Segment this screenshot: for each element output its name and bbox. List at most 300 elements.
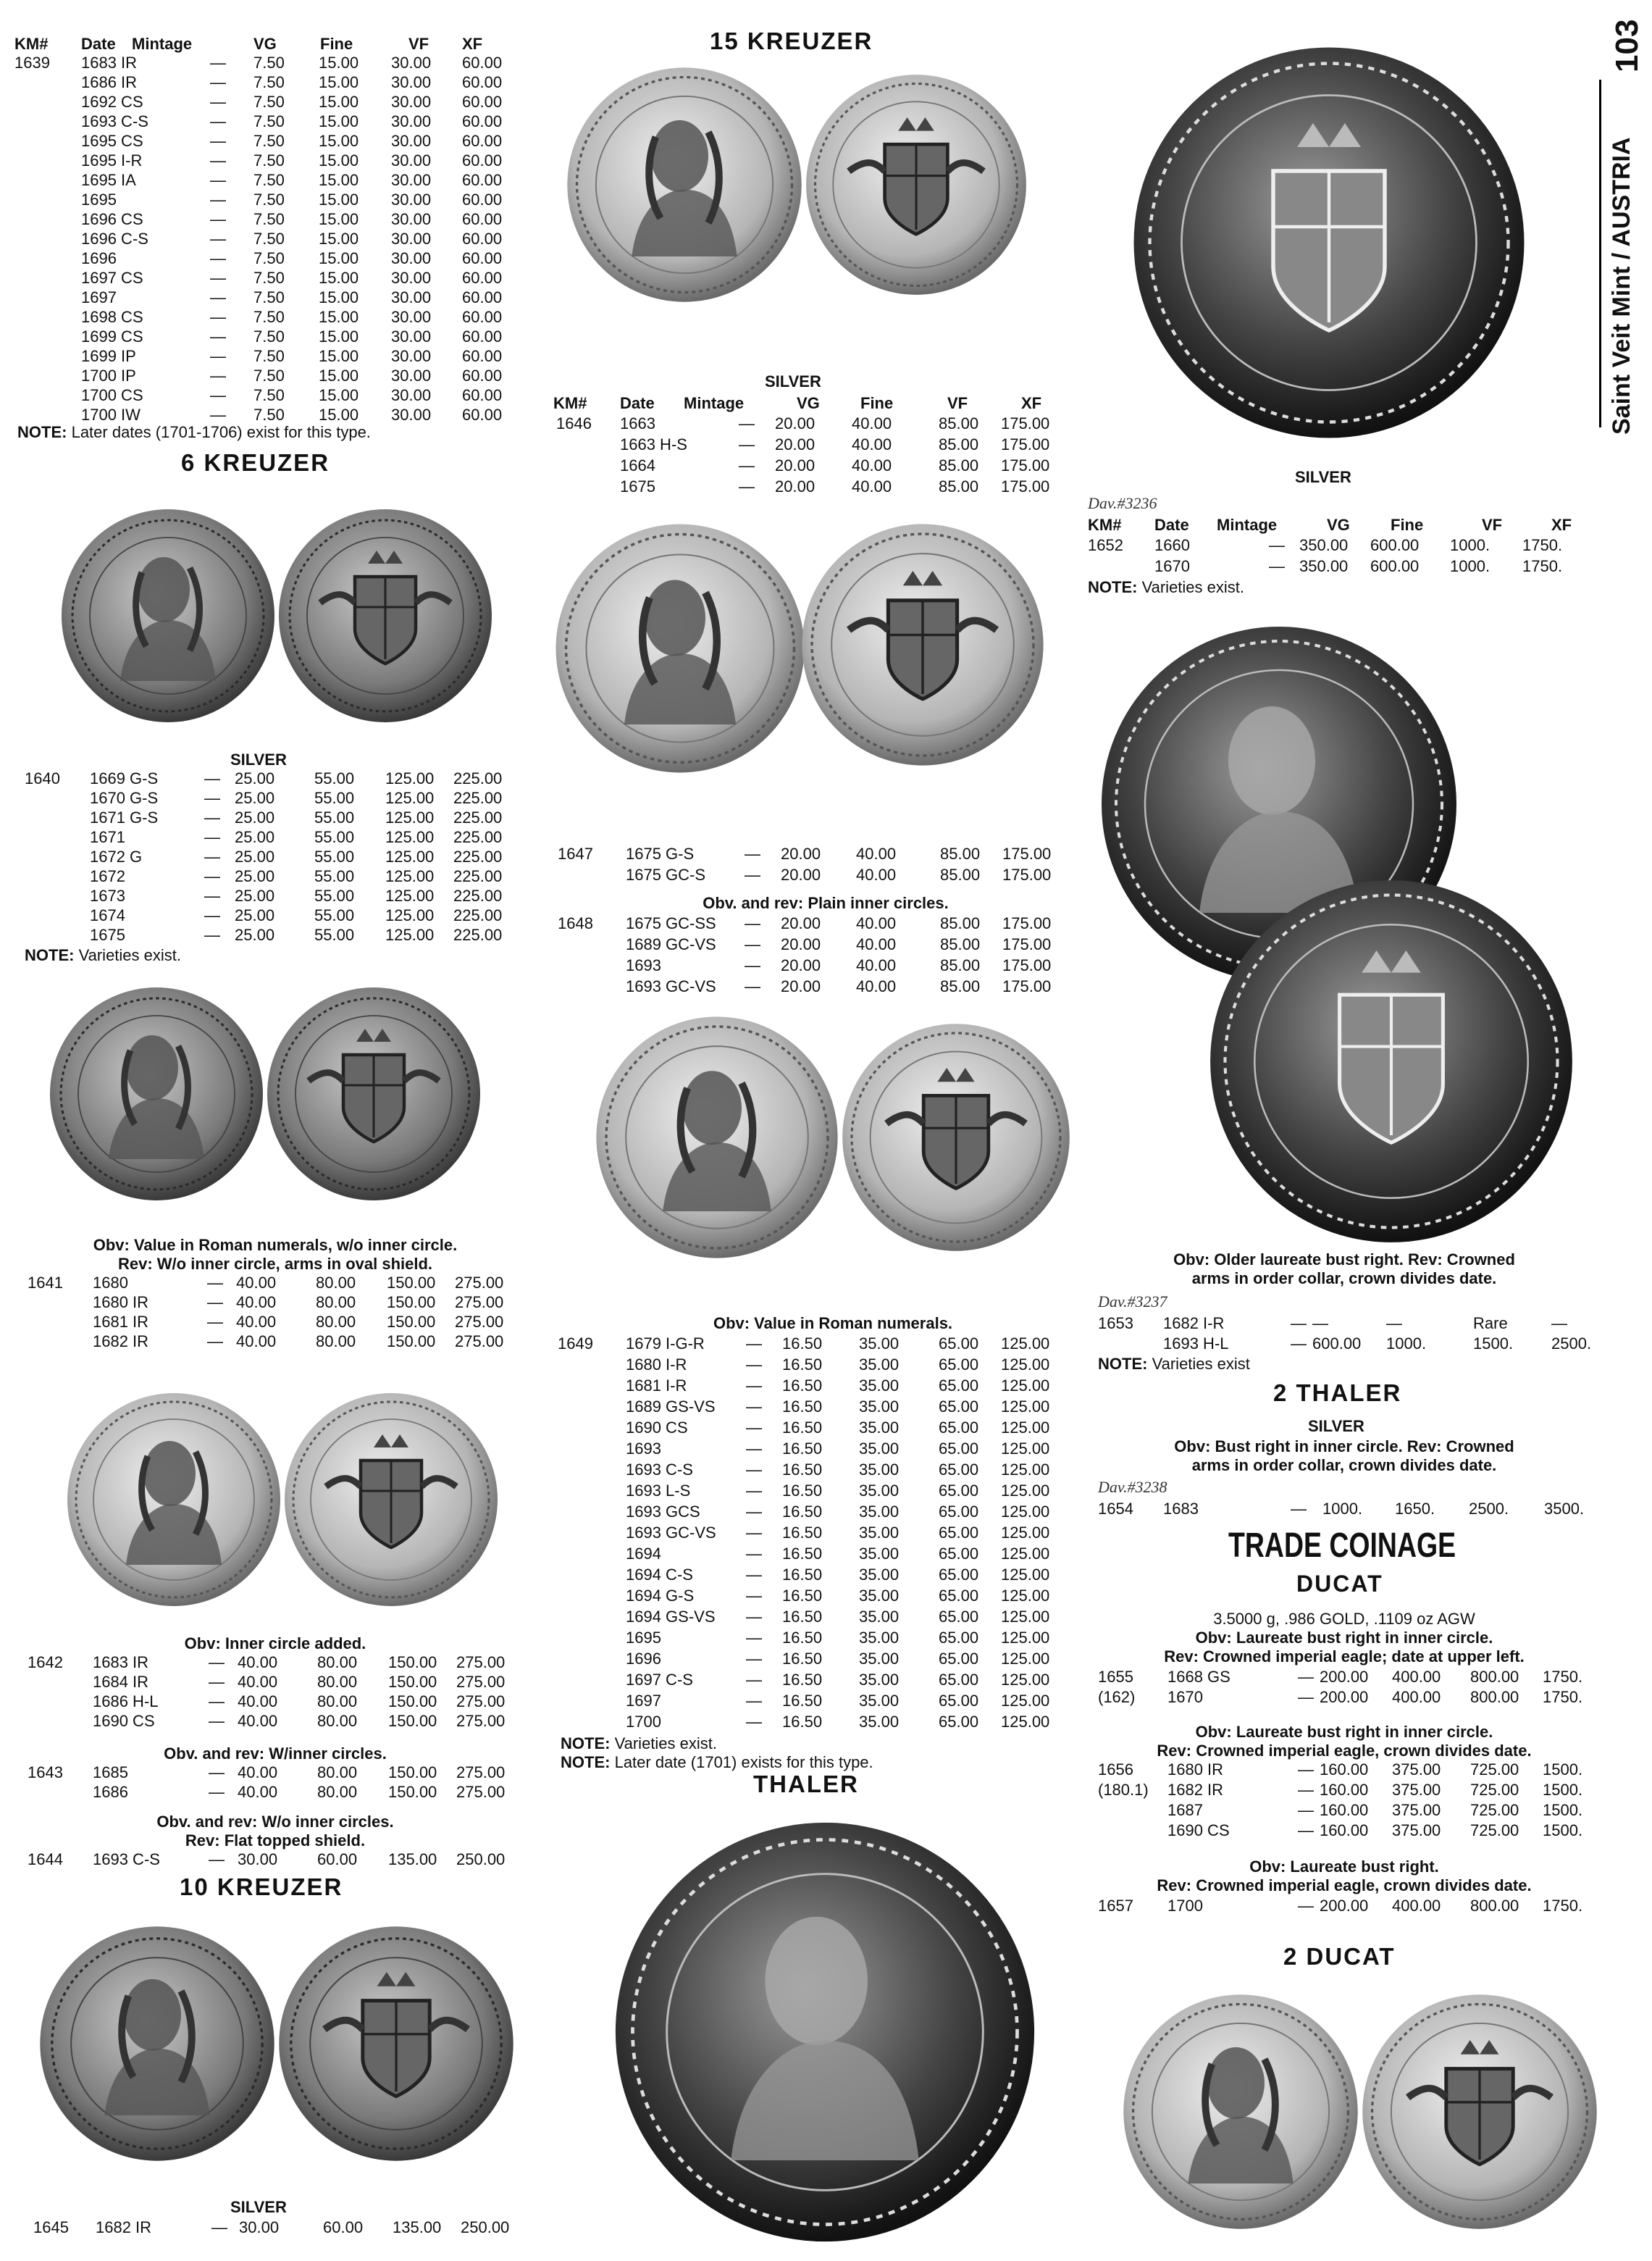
cell-vf: 65.00 xyxy=(939,1439,979,1458)
table-row xyxy=(558,845,1079,864)
cell-xf: 275.00 xyxy=(456,1763,506,1781)
page-number: 103 xyxy=(1609,19,1645,72)
cell-vf: 65.00 xyxy=(939,1397,979,1416)
coin-reverse xyxy=(1130,43,1528,442)
table-row xyxy=(28,1653,549,1672)
cell-xf: 60.00 xyxy=(462,210,503,228)
cell-mintage: — xyxy=(1291,1314,1307,1332)
cell-vf: 125.00 xyxy=(385,887,435,905)
cell-fine: 40.00 xyxy=(856,845,897,863)
cell-vg: 7.50 xyxy=(253,308,285,326)
cell-vf: 135.00 xyxy=(388,1850,437,1868)
km-number: 1640 xyxy=(25,769,60,787)
cell-vf: 85.00 xyxy=(939,456,979,475)
cell-date: 1681 IR xyxy=(93,1313,149,1331)
cell-vg: 16.50 xyxy=(782,1481,823,1500)
cell-date: 1672 G xyxy=(90,848,143,866)
km-number: 1648 xyxy=(558,914,593,932)
cell-vg: 7.50 xyxy=(253,210,285,228)
note-text: Varieties exist xyxy=(1152,1355,1250,1373)
cell-vf: 85.00 xyxy=(939,435,979,454)
coin-image-15-kreuzer-2 xyxy=(553,514,1046,775)
section-title-trade-coinage: TRADE COINAGE xyxy=(1228,1526,1456,1565)
cell-fine: 35.00 xyxy=(859,1650,900,1668)
cell-vf: 800.00 xyxy=(1470,1897,1519,1915)
cell-fine: 60.00 xyxy=(317,1850,358,1868)
cell-mintage: — xyxy=(746,1566,762,1584)
cell-fine: 60.00 xyxy=(323,2218,364,2236)
cell-vf: 30.00 xyxy=(391,191,432,209)
cell-mintage: — xyxy=(210,191,226,209)
cell-xf: 225.00 xyxy=(453,848,503,866)
cell-mintage: — xyxy=(746,1503,762,1521)
cell-vf: 150.00 xyxy=(388,1712,437,1730)
coin-image-thaler-reverse xyxy=(1130,43,1564,449)
cell-fine: 15.00 xyxy=(319,308,359,326)
cell-mintage: — xyxy=(210,347,226,365)
note-label: NOTE: xyxy=(561,1734,611,1752)
cell-fine: 80.00 xyxy=(316,1313,356,1331)
cell-date: 1660 xyxy=(1154,536,1190,554)
cell-date: 1698 CS xyxy=(81,308,143,326)
table-row xyxy=(558,1418,1079,1437)
coin-image-thaler xyxy=(611,1818,1046,2260)
cell-mintage: — xyxy=(745,914,760,932)
cell-mintage: — xyxy=(210,386,226,404)
cell-xf: 125.00 xyxy=(1001,1334,1050,1353)
cell-xf: 60.00 xyxy=(462,386,503,404)
note-text: Varieties exist. xyxy=(78,946,181,964)
cell-date: 1696 C-S xyxy=(81,230,148,248)
cell-mintage: — xyxy=(745,956,760,974)
cell-date: 1683 IR xyxy=(81,54,138,72)
cell-fine: 15.00 xyxy=(319,93,359,111)
cell-mintage: — xyxy=(210,73,226,91)
km-number: 1642 xyxy=(28,1653,63,1671)
cell-vg: 16.50 xyxy=(782,1376,823,1395)
cell-date: 1684 IR xyxy=(93,1673,149,1691)
cell-mintage: — xyxy=(210,406,226,424)
cell-vf: 85.00 xyxy=(940,935,981,953)
cell-vg: 40.00 xyxy=(238,1763,278,1781)
cell-vf: 65.00 xyxy=(939,1650,979,1668)
cell-date: 1693 C-S xyxy=(626,1460,693,1479)
cell-xf: 175.00 xyxy=(1002,845,1052,863)
cell-date: 1693 C-S xyxy=(93,1850,160,1868)
table-row xyxy=(556,435,1078,454)
cell-mintage: — xyxy=(746,1481,762,1500)
cell-xf: 225.00 xyxy=(453,789,503,807)
cell-fine: 80.00 xyxy=(317,1783,358,1801)
cell-date: 1682 IR xyxy=(96,2218,152,2236)
cell-xf: 1750. xyxy=(1543,1897,1583,1915)
cell-xf: 125.00 xyxy=(1001,1650,1050,1668)
cell-fine: 40.00 xyxy=(856,956,897,974)
cell-vf: 30.00 xyxy=(391,386,432,404)
note-label: NOTE: xyxy=(17,423,67,441)
coin-reverse xyxy=(1207,877,1576,1246)
cell-date: 1682 IR xyxy=(93,1332,149,1350)
cell-vf: 125.00 xyxy=(385,808,435,827)
description: Obv: Older laureate bust right. Rev: Crowned xyxy=(1173,1250,1515,1269)
cell-fine: 35.00 xyxy=(859,1692,900,1710)
cell-fine: 375.00 xyxy=(1392,1801,1441,1819)
cell-mintage: — xyxy=(210,54,226,72)
cell-fine: 35.00 xyxy=(859,1397,900,1416)
cell-vf: 85.00 xyxy=(939,414,979,432)
coin-reverse xyxy=(282,1391,500,1608)
cell-vg: 20.00 xyxy=(775,456,815,475)
table-row xyxy=(25,906,546,925)
cell-mintage: — xyxy=(746,1376,762,1395)
metal-label: SILVER xyxy=(765,372,821,390)
table-row xyxy=(14,308,536,327)
cell-vf: Rare xyxy=(1473,1314,1508,1332)
table-row xyxy=(558,1503,1079,1521)
header-xf: XF xyxy=(1021,394,1042,412)
cell-vg: 7.50 xyxy=(253,288,285,306)
header-fine: Fine xyxy=(860,394,894,412)
cell-vg: 16.50 xyxy=(782,1650,823,1668)
cell-fine: 35.00 xyxy=(859,1671,900,1689)
cell-mintage: — xyxy=(1269,557,1285,575)
cell-xf: 125.00 xyxy=(1001,1503,1050,1521)
cell-vf: 30.00 xyxy=(391,73,432,91)
table-row xyxy=(28,1332,549,1351)
table-row xyxy=(14,210,536,229)
cell-date: 1680 xyxy=(93,1274,128,1292)
cell-vf: 65.00 xyxy=(939,1566,979,1584)
cell-xf: 1750. xyxy=(1522,536,1563,554)
cell-date: 1686 H-L xyxy=(93,1692,159,1710)
cell-vf: 2500. xyxy=(1469,1500,1509,1518)
cell-date: 1673 xyxy=(90,887,125,905)
cell-vg: 7.50 xyxy=(253,73,285,91)
cell-fine: 35.00 xyxy=(859,1587,900,1605)
description: Obv: Laureate bust right in inner circle. xyxy=(1195,1723,1493,1741)
coin-image-2-ducat xyxy=(1121,1992,1599,2239)
cell-mintage: — xyxy=(204,867,220,885)
cell-vf: 65.00 xyxy=(939,1713,979,1731)
cell-xf: 125.00 xyxy=(1001,1418,1050,1437)
cell-fine: — xyxy=(1386,1314,1402,1332)
cell-xf: 125.00 xyxy=(1001,1629,1050,1647)
cell-mintage: — xyxy=(207,1293,223,1311)
table-row xyxy=(33,2218,555,2237)
cell-mintage: — xyxy=(1291,1500,1307,1518)
cell-vg: 25.00 xyxy=(235,867,275,885)
cell-vf: 125.00 xyxy=(385,926,435,944)
table-row xyxy=(14,73,536,92)
cell-fine: 35.00 xyxy=(859,1503,900,1521)
cell-mintage: — xyxy=(746,1524,762,1542)
cell-xf: 125.00 xyxy=(1001,1524,1050,1542)
cell-mintage: — xyxy=(210,269,226,287)
cell-vg: 7.50 xyxy=(253,151,285,170)
cell-xf: 275.00 xyxy=(456,1712,506,1730)
coin-image-15-kreuzer xyxy=(565,65,1028,312)
cell-mintage: — xyxy=(746,1671,762,1689)
cell-vf: 30.00 xyxy=(391,132,432,150)
cell-xf: — xyxy=(1551,1314,1567,1332)
cell-date: 1675 GC-S xyxy=(626,866,706,884)
cell-vg: 16.50 xyxy=(782,1334,823,1353)
cell-mintage: — xyxy=(746,1713,762,1731)
cell-mintage: — xyxy=(746,1545,762,1563)
table-row xyxy=(558,914,1079,933)
cell-fine: 40.00 xyxy=(852,414,892,432)
cell-mintage: — xyxy=(210,151,226,170)
cell-mintage: — xyxy=(210,171,226,189)
cell-vg: 16.50 xyxy=(782,1397,823,1416)
cell-vf: 800.00 xyxy=(1470,1668,1519,1686)
cell-fine: 1000. xyxy=(1386,1334,1427,1353)
cell-mintage: — xyxy=(746,1608,762,1626)
cell-vg: 350.00 xyxy=(1299,557,1349,575)
cell-mintage: — xyxy=(1298,1760,1314,1779)
cell-mintage: — xyxy=(739,477,755,496)
table-row xyxy=(1098,1821,1619,1840)
specification: 3.5000 g, .986 GOLD, .1109 oz AGW xyxy=(1213,1610,1475,1628)
cell-vg: 40.00 xyxy=(238,1692,278,1710)
table-row xyxy=(25,867,546,886)
table-row xyxy=(1088,557,1609,576)
cell-mintage: — xyxy=(210,230,226,248)
cell-xf: 60.00 xyxy=(462,93,503,111)
table-row xyxy=(558,1671,1079,1689)
cell-xf: 175.00 xyxy=(1001,477,1050,496)
coin-obverse xyxy=(594,1014,840,1261)
cell-mintage: — xyxy=(207,1313,223,1331)
description: arms in order collar, crown divides date. xyxy=(1191,1269,1497,1287)
cell-fine: 15.00 xyxy=(319,112,359,130)
cell-vf: 125.00 xyxy=(385,867,435,885)
cell-date: 1695 xyxy=(626,1629,661,1647)
table-row xyxy=(28,1313,549,1332)
table-row xyxy=(28,1673,549,1692)
cell-xf: 275.00 xyxy=(455,1293,504,1311)
cell-xf: 1750. xyxy=(1543,1668,1583,1686)
table-row xyxy=(14,54,536,72)
section-title-10-kreuzer: 10 KREUZER xyxy=(180,1873,343,1900)
cell-date: 1669 G-S xyxy=(90,769,159,787)
cell-xf: 175.00 xyxy=(1002,866,1052,884)
dav-reference: Dav.#3238 xyxy=(1098,1478,1167,1496)
header-fine: Fine xyxy=(1391,516,1424,534)
cell-vf: 65.00 xyxy=(939,1629,979,1647)
cell-vf: 150.00 xyxy=(387,1332,436,1350)
cell-vf: 150.00 xyxy=(387,1274,436,1292)
cell-vf: 30.00 xyxy=(391,347,432,365)
cell-vf: 725.00 xyxy=(1470,1781,1519,1799)
cell-xf: 125.00 xyxy=(1001,1376,1050,1395)
table-row xyxy=(14,249,536,268)
cell-vg: 160.00 xyxy=(1320,1821,1369,1839)
cell-xf: 175.00 xyxy=(1002,956,1052,974)
km-number: 1655 xyxy=(1098,1668,1133,1686)
running-title: Saint Veit Mint / AUSTRIA xyxy=(1608,137,1635,435)
table-row xyxy=(558,1713,1079,1731)
cell-vf: 30.00 xyxy=(391,269,432,287)
cell-vf: 30.00 xyxy=(391,367,432,385)
table-header xyxy=(14,35,521,54)
cell-vg: 7.50 xyxy=(253,327,285,346)
cell-xf: 225.00 xyxy=(453,906,503,924)
cell-date: 1695 CS xyxy=(81,132,143,150)
table-row xyxy=(14,112,536,131)
table-row xyxy=(558,977,1079,996)
cell-date: 1693 H-L xyxy=(1163,1334,1229,1353)
section-title-thaler: THALER xyxy=(753,1771,859,1797)
cell-vf: 65.00 xyxy=(939,1418,979,1437)
cell-xf: 60.00 xyxy=(462,406,503,424)
coin-obverse xyxy=(65,1391,282,1608)
cell-date: 1675 GC-SS xyxy=(626,914,716,932)
cell-date: 1670 G-S xyxy=(90,789,159,807)
table-row xyxy=(558,866,1079,885)
cell-fine: 80.00 xyxy=(316,1293,356,1311)
cell-vf: 30.00 xyxy=(391,406,432,424)
cell-xf: 275.00 xyxy=(456,1653,506,1671)
description: Rev: Crowned imperial eagle, crown divides date. xyxy=(1157,1876,1532,1894)
cell-date: 1700 CS xyxy=(81,386,143,404)
cell-mintage: — xyxy=(1298,1688,1314,1706)
cell-fine: 80.00 xyxy=(316,1274,356,1292)
cell-mintage: — xyxy=(746,1334,762,1353)
cell-fine: 40.00 xyxy=(852,435,892,454)
cell-mintage: — xyxy=(211,2218,227,2236)
cell-vg: 20.00 xyxy=(775,414,815,432)
header-km: KM# xyxy=(14,35,49,53)
cell-vg: 20.00 xyxy=(781,956,821,974)
cell-xf: 60.00 xyxy=(462,151,503,170)
cell-xf: 1500. xyxy=(1543,1801,1583,1819)
metal-label: SILVER xyxy=(1295,468,1351,486)
cell-vg: 16.50 xyxy=(782,1418,823,1437)
cell-fine: 80.00 xyxy=(317,1673,358,1691)
cell-fine: 15.00 xyxy=(319,151,359,170)
cell-xf: 60.00 xyxy=(462,54,503,72)
cell-vg: 40.00 xyxy=(238,1712,278,1730)
coin-image-6-kreuzer xyxy=(59,500,494,732)
cell-vf: 30.00 xyxy=(391,308,432,326)
cell-vg: 40.00 xyxy=(238,1783,278,1801)
cell-mintage: — xyxy=(209,1653,225,1671)
coin-reverse xyxy=(1360,1992,1599,2231)
cell-mintage: — xyxy=(209,1783,225,1801)
coin-obverse xyxy=(59,507,277,724)
km-alt-number: (180.1) xyxy=(1098,1781,1149,1799)
cell-mintage: — xyxy=(746,1418,762,1437)
cell-vf: 65.00 xyxy=(939,1692,979,1710)
cell-mintage: — xyxy=(204,887,220,905)
cell-vg: 160.00 xyxy=(1320,1760,1369,1779)
header-vg: VG xyxy=(253,35,277,53)
table-row xyxy=(25,808,546,827)
cell-mintage: — xyxy=(210,249,226,267)
cell-xf: 125.00 xyxy=(1001,1671,1050,1689)
table-row xyxy=(558,1650,1079,1668)
cell-vf: 30.00 xyxy=(391,288,432,306)
cell-xf: 175.00 xyxy=(1002,914,1052,932)
cell-vg: 40.00 xyxy=(238,1673,278,1691)
table-row xyxy=(25,926,546,945)
cell-xf: 125.00 xyxy=(1001,1481,1050,1500)
table-row xyxy=(25,789,546,808)
description: Obv: Value in Roman numerals, w/o inner circle. xyxy=(93,1236,458,1254)
note xyxy=(25,946,181,965)
header-date: Date xyxy=(81,35,116,53)
table-row xyxy=(1098,1500,1619,1518)
cell-vf: 30.00 xyxy=(391,249,432,267)
header-vf: VF xyxy=(1482,516,1503,534)
cell-vf: 1000. xyxy=(1450,536,1490,554)
cell-fine: 55.00 xyxy=(314,926,355,944)
cell-date: 1670 xyxy=(1167,1688,1203,1706)
cell-vg: 7.50 xyxy=(253,249,285,267)
cell-mintage: — xyxy=(204,808,220,827)
note-label: NOTE: xyxy=(561,1753,611,1771)
cell-xf: 60.00 xyxy=(462,367,503,385)
km-number: 1649 xyxy=(558,1334,593,1353)
cell-xf: 1750. xyxy=(1543,1688,1583,1706)
cell-mintage: — xyxy=(746,1355,762,1374)
header-vf: VF xyxy=(408,35,429,53)
cell-vg: 7.50 xyxy=(253,112,285,130)
cell-vg: 25.00 xyxy=(235,906,275,924)
coin-obverse xyxy=(611,1818,1039,2246)
cell-xf: 60.00 xyxy=(462,327,503,346)
cell-fine: 35.00 xyxy=(859,1460,900,1479)
cell-mintage: — xyxy=(1269,536,1285,554)
section-title-6-kreuzer: 6 KREUZER xyxy=(181,449,330,476)
cell-vg: 16.50 xyxy=(782,1671,823,1689)
table-row xyxy=(28,1850,549,1869)
cell-mintage: — xyxy=(746,1650,762,1668)
metal-label: SILVER xyxy=(230,751,287,769)
table-row xyxy=(28,1293,549,1312)
cell-fine: 400.00 xyxy=(1392,1668,1441,1686)
cell-date: 1668 GS xyxy=(1167,1668,1230,1686)
cell-vf: 125.00 xyxy=(385,848,435,866)
cell-mintage: — xyxy=(207,1274,223,1292)
cell-fine: 15.00 xyxy=(319,73,359,91)
cell-fine: 15.00 xyxy=(319,210,359,228)
cell-date: 1680 IR xyxy=(1167,1760,1224,1779)
cell-fine: 15.00 xyxy=(319,132,359,150)
cell-date: 1696 xyxy=(626,1650,661,1668)
cell-date: 1685 xyxy=(93,1763,128,1781)
km-number: 1645 xyxy=(33,2218,69,2236)
table-row xyxy=(14,288,536,307)
table-row xyxy=(28,1783,549,1802)
cell-mintage: — xyxy=(746,1439,762,1458)
table-row xyxy=(558,1524,1079,1542)
cell-fine: 600.00 xyxy=(1370,536,1420,554)
table-row xyxy=(556,456,1078,475)
km-number: 1639 xyxy=(14,54,50,72)
coin-reverse xyxy=(277,1924,516,2163)
cell-date: 1693 C-S xyxy=(81,112,148,130)
cell-vg: 7.50 xyxy=(253,132,285,150)
cell-vf: 30.00 xyxy=(391,151,432,170)
cell-date: 1674 xyxy=(90,906,125,924)
cell-mintage: — xyxy=(739,456,755,475)
table-header xyxy=(553,394,1060,413)
metal-label: SILVER xyxy=(230,2198,287,2216)
cell-mintage: — xyxy=(1298,1668,1314,1686)
table-row xyxy=(558,1376,1079,1395)
